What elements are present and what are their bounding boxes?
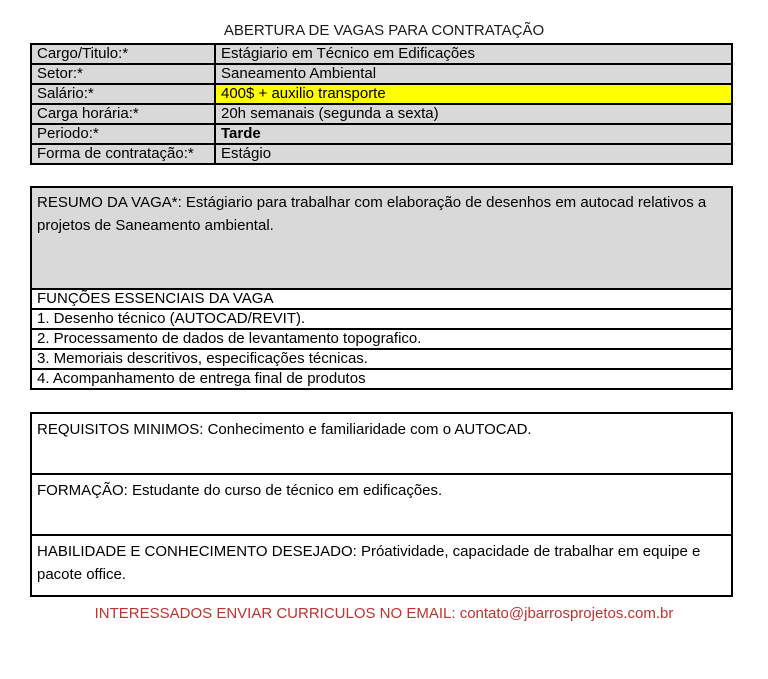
habilidade-row (31, 535, 732, 596)
habilidade-conhecimento-cell: HABILIDADE E CONHECIMENTO DESEJADO: Próatividade, capacidade de trabalhar em equipe e pacote office. (31, 535, 732, 596)
field-value-carga-horaria: 20h semanais (segunda a sexta) (215, 104, 732, 124)
detail-row-cargo-titulo (31, 44, 732, 64)
detail-row-carga-horaria (31, 104, 732, 124)
funcoes-header-row (31, 289, 732, 309)
field-value-salario-highlighted: 400$ + auxilio transporte (215, 84, 732, 104)
formacao-row (31, 474, 732, 535)
field-value-forma-contratacao: Estágio (215, 144, 732, 164)
field-value-periodo: Tarde (215, 124, 732, 144)
resumo-da-vaga-cell: RESUMO DA VAGA*: Estágiario para trabalhar com elaboração de desenhos em autocad relativos a projetos de Saneamento ambiental. (31, 187, 732, 289)
funcoes-essenciais-header-cell: FUNÇÕES ESSENCIAIS DA VAGA (31, 289, 732, 309)
page-title: ABERTURA DE VAGAS PARA CONTRATAÇÃO (223, 22, 545, 39)
funcao-item-3-cell: 3. Memoriais descritivos, especificações técnicas. (31, 349, 732, 369)
funcao-item-row (31, 369, 732, 389)
field-label-cargo: Cargo/Titulo:* (31, 44, 215, 64)
footer-contact-email: INTERESSADOS ENVIAR CURRICULOS NO EMAIL: contato@jbarrosprojetos.com.br (94, 605, 674, 622)
field-value-cargo: Estágiario em Técnico em Edificações (215, 44, 732, 64)
requisitos-minimos-cell: REQUISITOS MINIMOS: Conhecimento e familiaridade com o AUTOCAD. (31, 413, 732, 474)
funcao-item-row (31, 309, 732, 329)
resumo-row (31, 187, 732, 289)
funcao-item-row (31, 329, 732, 349)
funcao-item-row (31, 349, 732, 369)
field-label-setor: Setor:* (31, 64, 215, 84)
job-details-table (30, 43, 733, 165)
detail-row-forma-contratacao (31, 144, 732, 164)
funcao-item-1-cell: 1. Desenho técnico (AUTOCAD/REVIT). (31, 309, 732, 329)
requisitos-row (31, 413, 732, 474)
detail-row-setor (31, 64, 732, 84)
requirements-table (30, 412, 733, 597)
field-label-salario: Salário:* (31, 84, 215, 104)
formacao-cell: FORMAÇÃO: Estudante do curso de técnico em edificações. (31, 474, 732, 535)
field-label-forma-contratacao: Forma de contratação:* (31, 144, 215, 164)
detail-row-salario (31, 84, 732, 104)
field-label-periodo: Periodo:* (31, 124, 215, 144)
funcao-item-2-cell: 2. Processamento de dados de levantamento topografico. (31, 329, 732, 349)
summary-functions-table (30, 186, 733, 390)
field-value-setor: Saneamento Ambiental (215, 64, 732, 84)
detail-row-periodo (31, 124, 732, 144)
funcao-item-4-cell: 4. Acompanhamento de entrega final de produtos (31, 369, 732, 389)
field-label-carga-horaria: Carga horária:* (31, 104, 215, 124)
